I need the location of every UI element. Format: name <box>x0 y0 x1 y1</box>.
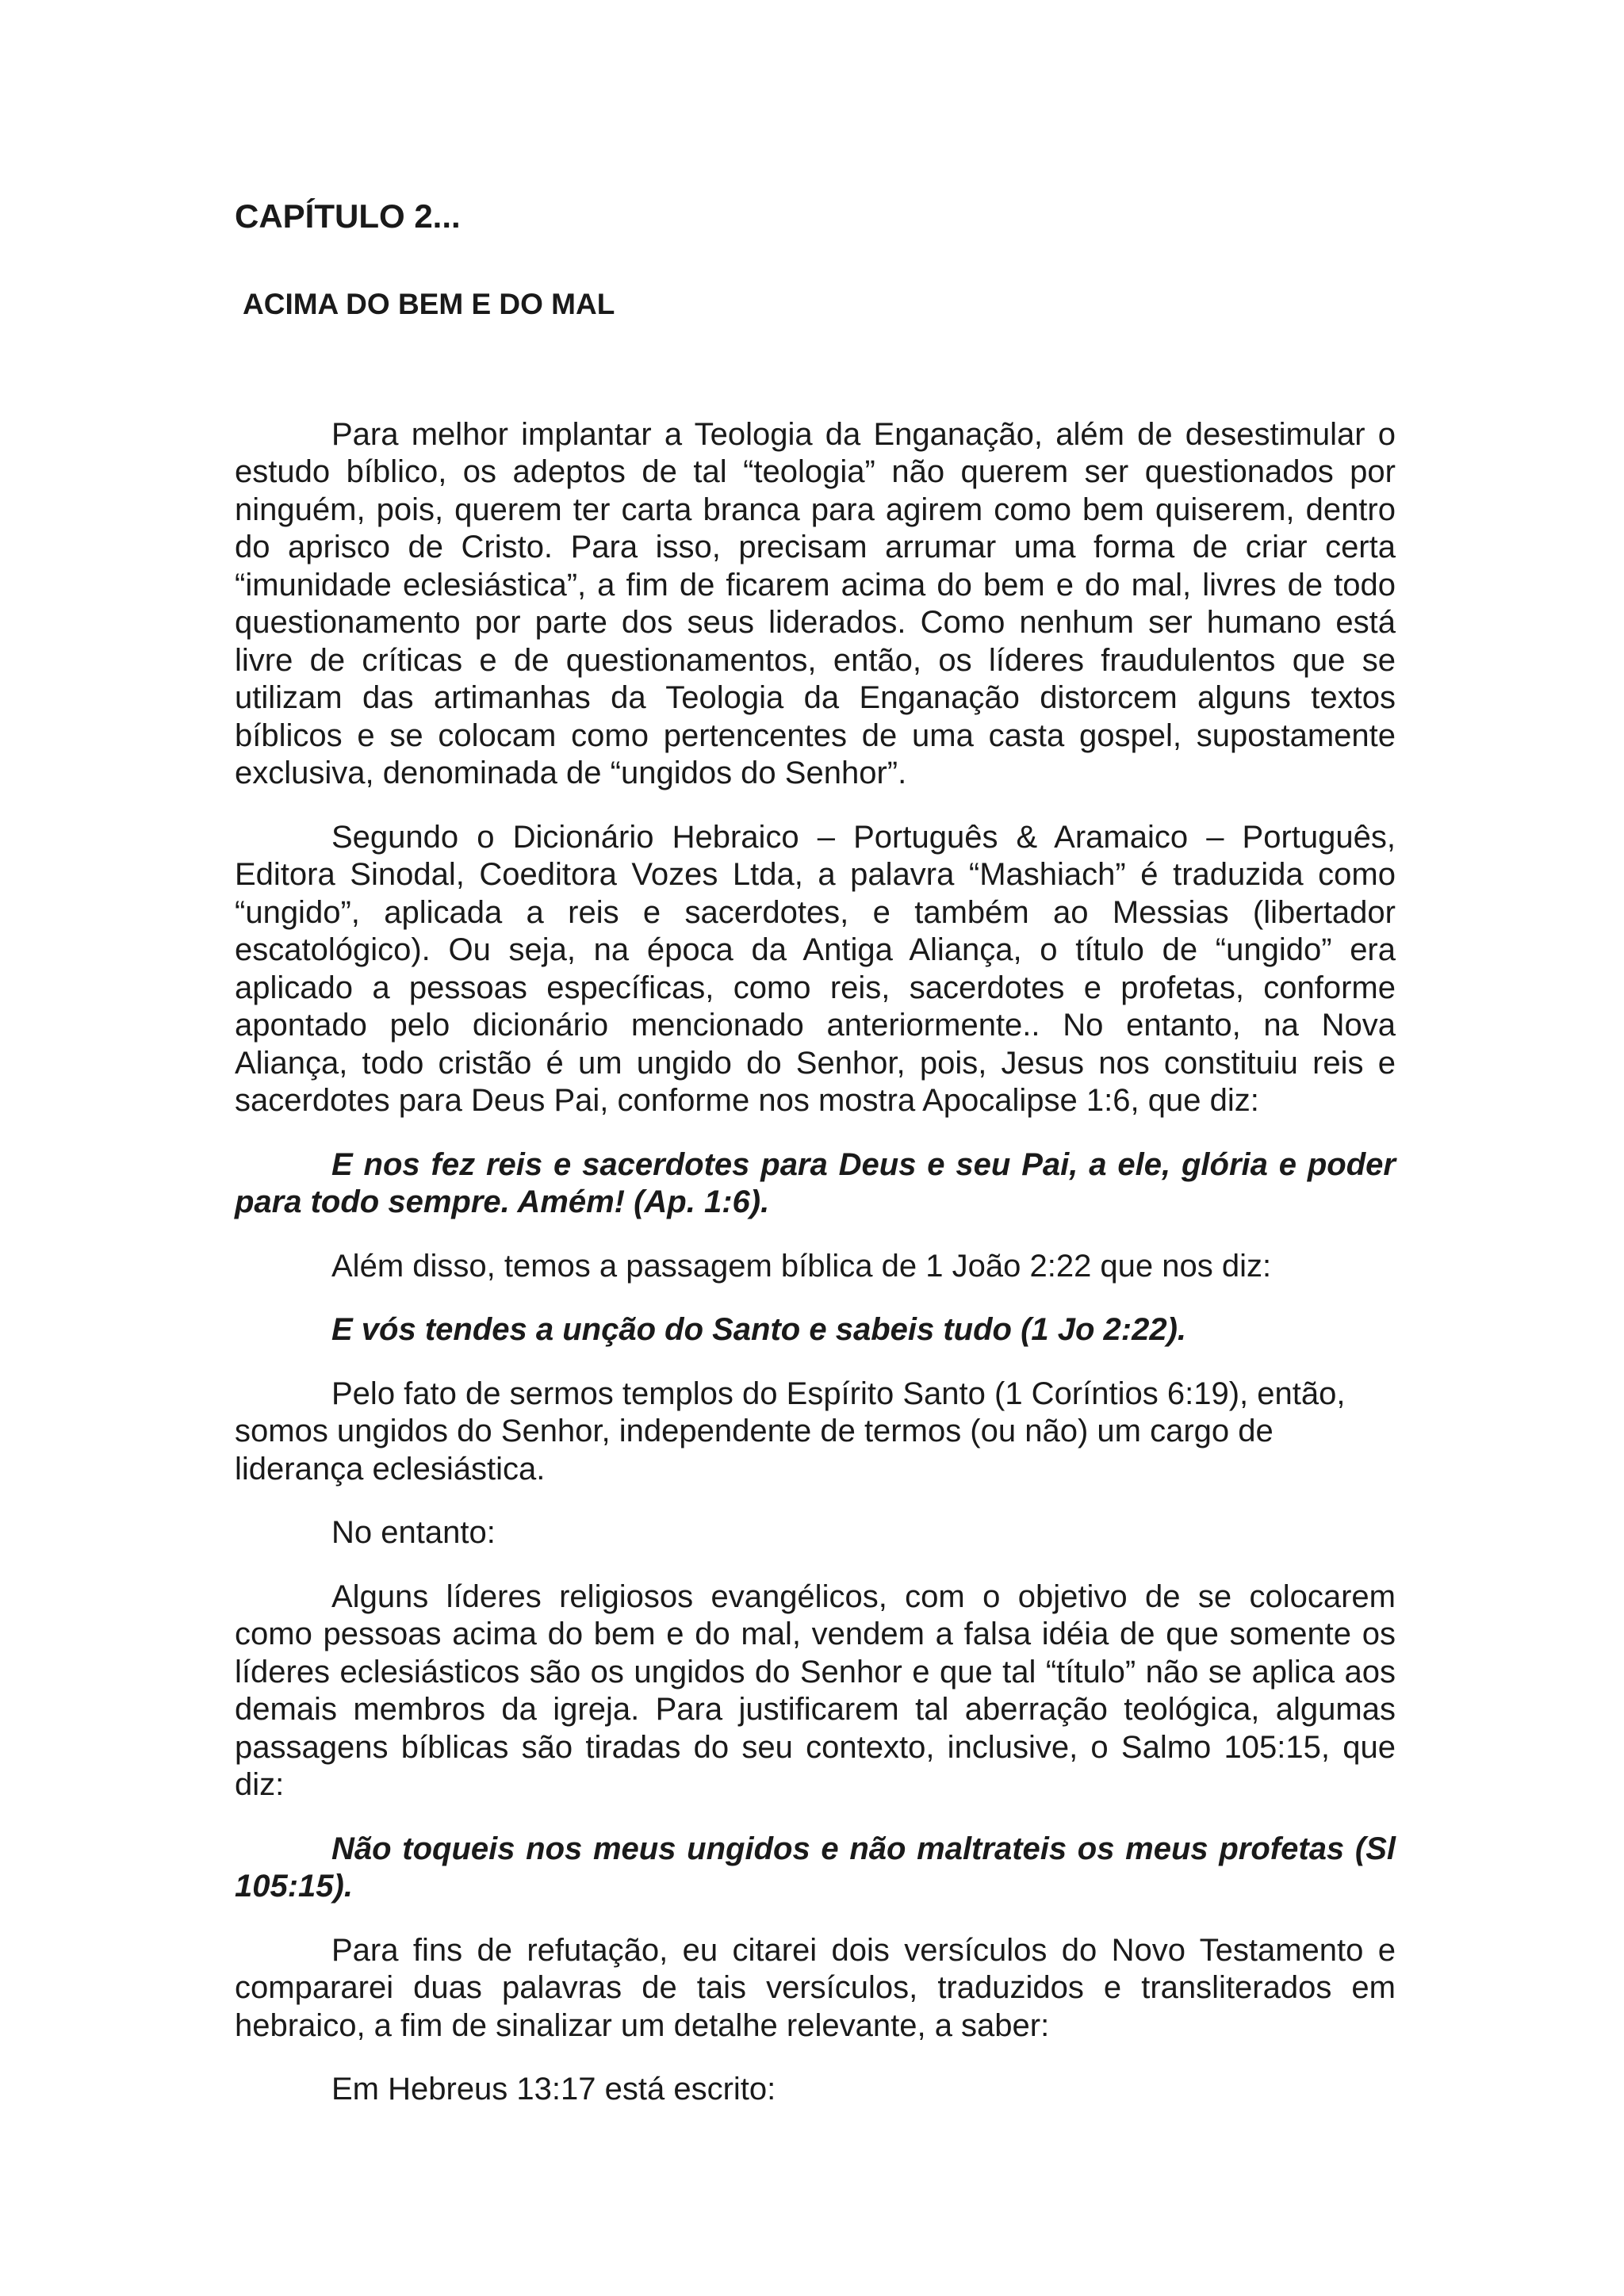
paragraph-dictionary: Segundo o Dicionário Hebraico – Português & Aramaico – Português, Editora Sinodal, Coeditora Vozes Ltda, a palavra “Mashiach” é traduzida como “ungido”, aplicada a reis e sacerdotes, e também ao Messias (libertador escatológico). Ou seja, na época da Antiga Aliança, o título de “ungido” era aplicado a pessoas específicas, como reis, sacerdotes e profetas, conforme apontado pelo dicionário mencionado anteriormente.. No entanto, na Nova Aliança, todo cristão é um ungido do Senhor, pois, Jesus nos constituiu reis e sacerdotes para Deus Pai, conforme nos mostra Apocalipse 1:6, que diz: <box>235 819 1396 1119</box>
section-title: ACIMA DO BEM E DO MAL <box>243 288 615 321</box>
quote-joao: E vós tendes a unção do Santo e sabeis tudo (1 Jo 2:22). <box>331 1312 1187 1348</box>
paragraph-joao-intro: Além disso, temos a passagem bíblica de 1 João 2:22 que nos diz: <box>331 1248 1272 1284</box>
paragraph-lideres: Alguns líderes religiosos evangélicos, com o objetivo de se colocarem como pessoas acima do bem e do mal, vendem a falsa idéia de que somente os líderes eclesiásticos são os ungidos do Senhor e que tal “título” não se aplica aos demais membros da igreja. Para justificarem tal aberração teológica, algumas passagens bíblicas são tiradas do seu contexto, inclusive, o Salmo 105:15, que diz: <box>235 1578 1396 1803</box>
document-body <box>235 416 1396 2109</box>
paragraph-hebreus: Em Hebreus 13:17 está escrito: <box>331 2072 776 2107</box>
paragraph-templos: Pelo fato de sermos templos do Espírito Santo (1 Coríntios 6:19), então, somos ungidos do Senhor, independente de termos (ou não) um cargo de liderança eclesiástica. <box>235 1376 1346 1487</box>
paragraph-no-entanto: No entanto: <box>331 1515 496 1551</box>
quote-salmo: Não toqueis nos meus ungidos e não maltrateis os meus profetas (Sl 105:15). <box>235 1831 1396 1904</box>
chapter-heading: CAPÍTULO 2... <box>235 197 461 235</box>
quote-apocalipse: E nos fez reis e sacerdotes para Deus e seu Pai, a ele, glória e poder para todo sempre. Amém! (Ap. 1:6). <box>235 1146 1396 1220</box>
document-page <box>235 182 1396 2135</box>
paragraph-refutacao: Para fins de refutação, eu citarei dois versículos do Novo Testamento e compararei duas palavras de tais versículos, traduzidos e transliterados em hebraico, a fim de sinalizar um detalhe relevante, a saber: <box>235 1932 1396 2043</box>
paragraph-intro: Para melhor implantar a Teologia da Enganação, além de desestimular o estudo bíblico, os adeptos de tal “teologia” não querem ser questionados por ninguém, pois, querem ter carta branca para agirem como bem quiserem, dentro do aprisco de Cristo. Para isso, precisam arrumar uma forma de criar certa “imunidade eclesiástica”, a fim de ficarem acima do bem e do mal, livres de todo questionamento por parte dos seus liderados. Como nenhum ser humano está livre de críticas e de questionamentos, então, os líderes fraudulentos que se utilizam das artimanhas da Teologia da Enganação distorcem alguns textos bíblicos e se colocam como pertencentes de uma casta gospel, supostamente exclusiva, denominada de “ungidos do Senhor”. <box>235 416 1396 791</box>
